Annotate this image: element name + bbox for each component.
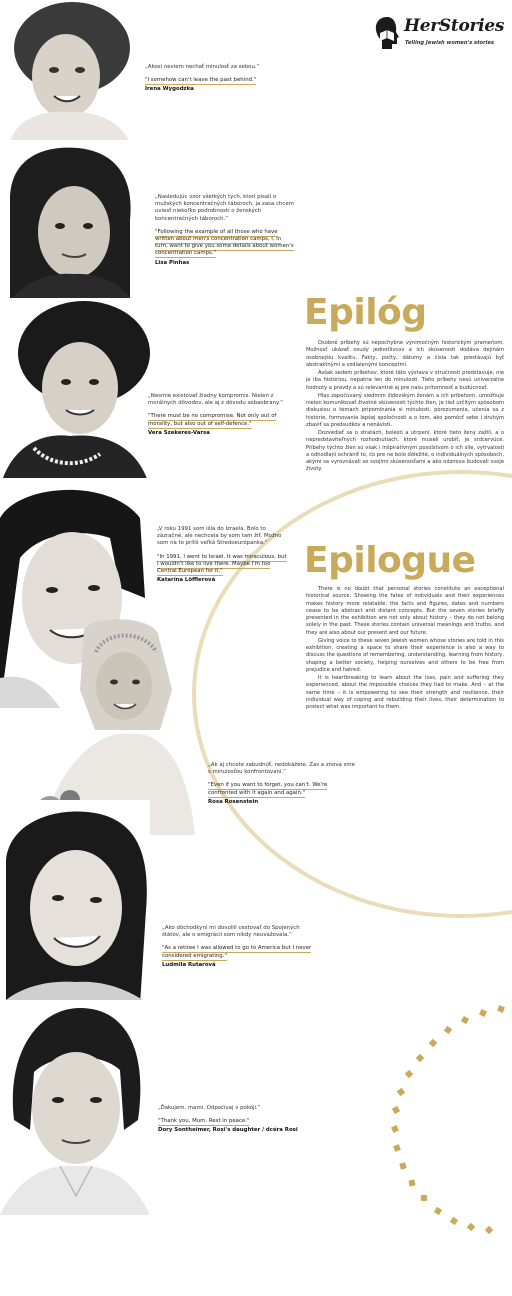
quote-sk: „Ak aj chcete zabudnúť, nedokážete. Zas a znova sme s minulosťou konfrontovaní.“	[208, 762, 355, 776]
brand-tagline: Telling Jewish women's stories	[405, 40, 495, 46]
epilogue-en-body	[306, 586, 504, 711]
paragraph: Hlas započúvaný siedmim židovským ženám a ich príbehom, umožňuje nielen komunikovať životné skúsenosti týchto žien, je tiež určitým spôsobom diskusiou o témach pripomínania si minulosti, porozumenia, učenia sa z histórie, formovania lepšej spoločnosti a o tom, ako pomôcť sebe i druhým zbaviť sa predsudkov a nenávisti.	[306, 392, 504, 428]
quote-author: Katarína Löfflerová	[157, 577, 216, 584]
quote-sk: „Ďakujem, mami. Odpočívaj v pokoji.“	[158, 1105, 261, 1111]
quote-author: Dory Sontheimer, Rosi's daughter / dcéra Rosi	[158, 1127, 298, 1134]
paragraph: Avšak sedem príbehov, ktoré táto výstava v stručnosti predstavuje, nie je iba históriou, nepatria len do minulosti. Tieto príbehy nesú univerzálne hodnoty a pravdy a sú relevantné aj pre našu prítomnosť a budúcnosť.	[306, 370, 504, 391]
paragraph: Dozvedieť sa o stratách, bolesti a utrpení, ktoré tieto ženy zažili, a o nepredstaviteľných rozhodnutiach, ktoré museli urobiť, je srdcervúce. Príbehy týchto žien sú však i inšpiratívnym posolstvom o ich sile, vytrvalosti a odhodlaní ochrániť to, čo pre ne bolo dôležité, o individuálnych spôsoboch, akými sa vyrovnávali so svojimi skúsenosťami a ako odznova budovali svoje životy.	[306, 430, 504, 473]
portrait-ludmila	[0, 800, 150, 1005]
quote-en: "I somehow can't leave the past behind."	[145, 77, 257, 84]
quote-author: Ludmila Rutarová	[162, 961, 216, 968]
quote-sk: „Nesmie existovať žiadny kompromis. Nielen z morálnych dôvodov, ale aj z dôvodu sebaobrany.“	[148, 393, 283, 407]
portrait-vera	[0, 298, 155, 488]
epilog-sk-body	[306, 340, 504, 474]
brand-logo	[374, 14, 505, 54]
book-head-icon	[374, 16, 400, 50]
quote-sk: „Akosi neviem nechať minulosť za sebou.“	[145, 64, 260, 70]
quote-en: "There must be no compromise. Not only out of morality, but also out of self-defence."	[148, 413, 277, 427]
quote-sk: „Nasledujúc vzor všetkých tých, ktorí písali o mužských koncentračných táboroch, ja zasa chcem uviesť niekoľko podrobností o ženských koncentračných táboroch.“	[155, 194, 294, 222]
quote-katarina	[157, 526, 289, 584]
quote-rosa	[208, 762, 358, 806]
quote-ludmila	[162, 925, 314, 969]
quote-en: "Thank you, Mum. Rest in peace."	[158, 1118, 250, 1125]
quote-lisa	[155, 194, 295, 267]
quote-en: "Even if you want to forget, you can't. We're confronted with it again and again."	[208, 782, 328, 796]
paragraph: There is no doubt that personal stories constitute an exceptional historical source. Showing the fates of individuals and their experiences makes history more relatable: the facts and figures, dates and numbers cease to be abstract and distant concepts. But the seven stories briefly presented in the exhibition are not only about history – they do not belong solely in the past. These stories contain universal meanings and truths, and they are also about our present and our future.	[306, 586, 504, 636]
quote-en: "As a retiree I was allowed to go to America but I never considered emigrating."	[162, 945, 312, 959]
quote-author: Vera Szekeres-Varsa	[148, 429, 210, 436]
paragraph: It is heartbreaking to learn about the loss, pain and suffering they experienced, about the impossible choices they had to make. And – at the same time – it is empowering to see their strength and resilience, their individual way of coping and rebuilding their lives, their determination to protect what was important to them.	[306, 675, 504, 710]
quote-irena	[145, 64, 300, 94]
decorative-dotted-arc	[380, 1000, 512, 1240]
quote-author: Rosa Rosenstein	[208, 798, 259, 805]
portrait-irena	[0, 0, 140, 150]
heading-epilogue-en: Epilogue	[304, 540, 476, 581]
brand-name: HerStories	[404, 16, 505, 36]
quote-en: "In 1991, I went to Israel. It was miraculous, but I wouldn't like to live there. Maybe I'm too Central European for it."	[157, 553, 287, 575]
paragraph: Osobné príbehy sú nepochybne výnimočným historickým prameňom. Možnosť ukázať osudy jednotlivcov a ich skúsenosti dodáva dejinám osobnejšiu kvalitu. Fakty, počty, dátumy a čísla tak prestávajú byť abstraktnými a vzdialenými konceptmi.	[306, 340, 504, 368]
quote-dory	[158, 1105, 306, 1135]
quote-sk: „V roku 1991 som išla do Izraela. Bolo to zázračné, ale nechcela by som tam žiť. Možno som na to príliš veľká Stredoeurópanka.“	[157, 526, 282, 547]
portrait-dory	[0, 1000, 150, 1215]
quote-en: "Following the example of all those who have written about men's concentration camps, I, in turn, want to give you some details about women's concentration camps."	[155, 228, 294, 257]
heading-epilog-sk: Epilóg	[304, 292, 427, 333]
quote-sk: „Ako dôchodkyni mi dovolili cestovať do Spojených štátov, ale o emigrácii som nikdy neuvažovala.“	[162, 925, 300, 939]
portrait-lisa	[0, 140, 140, 315]
paragraph: Giving voice to these seven Jewish women whose stories are told in this exhibition, creating a space to share their experience is also a way to discuss the questions of remembering, understanding, learning from history, shaping a better society, helping ourselves and others to be free from prejudice and hatred.	[306, 637, 504, 673]
quote-author: Lisa Pinhas	[155, 259, 190, 266]
quote-author: Irena Wygodzka	[145, 86, 194, 93]
quote-vera	[148, 393, 283, 437]
